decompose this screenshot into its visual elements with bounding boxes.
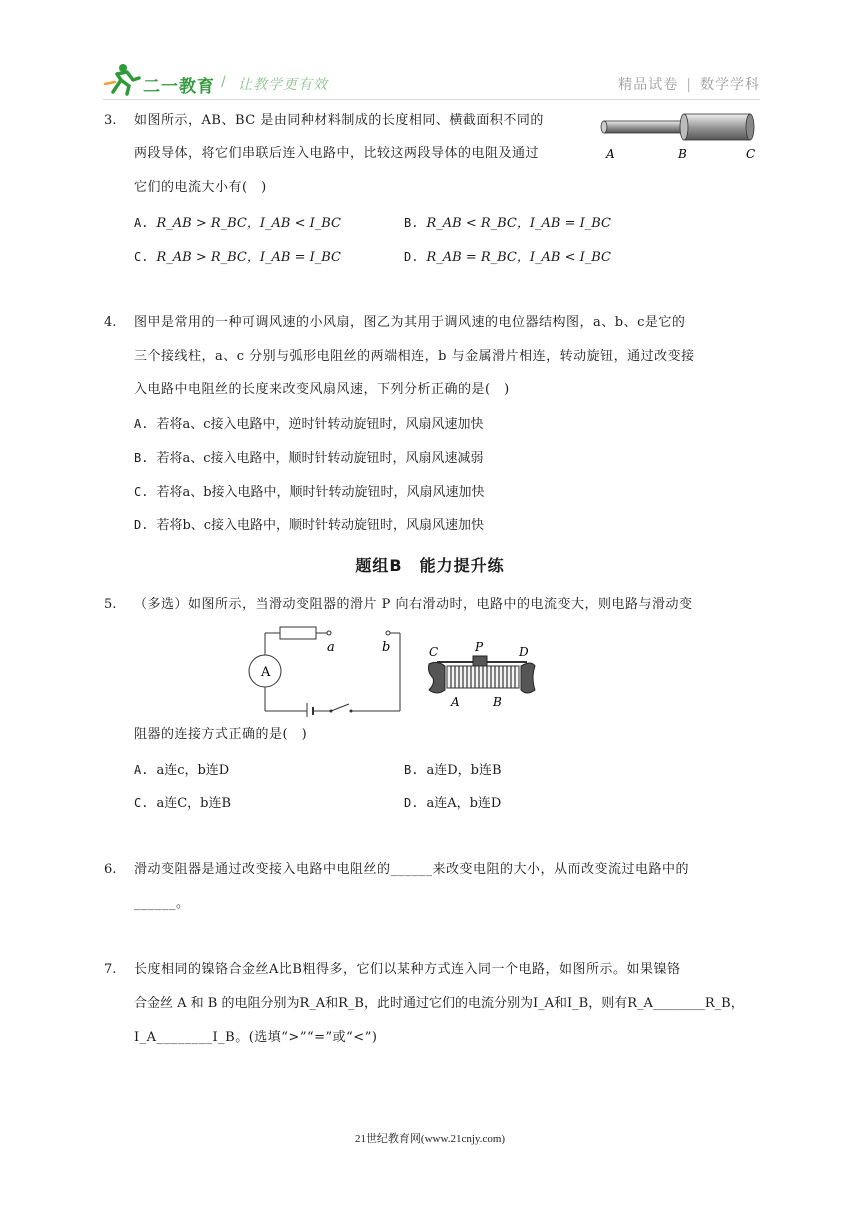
option-a[interactable] bbox=[134, 215, 341, 232]
option-label: D. bbox=[404, 250, 419, 264]
option-text: a连C，b连B bbox=[156, 796, 232, 811]
option-text: R_AB = R_BC，I_AB < I_BC bbox=[426, 250, 611, 265]
runner-logo-icon bbox=[103, 62, 143, 96]
question-text-line: 它们的电流大小有( ) bbox=[134, 180, 267, 195]
option-c[interactable] bbox=[134, 249, 341, 266]
question-text-line: 入电路中电阻丝的长度来改变风扇风速，下列分析正确的是( ) bbox=[134, 382, 510, 397]
question-text-line: 长度相同的镍铬合金丝A比B粗得多，它们以某种方式连入同一个电路，如图所示。如果镍铬 bbox=[134, 962, 681, 977]
option-text: R_AB > R_BC，I_AB < I_BC bbox=[156, 216, 341, 231]
rheostat-label-p: P bbox=[475, 640, 484, 654]
option-label: A. bbox=[134, 417, 149, 431]
option-text: 若将a、c接入电路中，顺时针转动旋钮时，风扇风速减弱 bbox=[156, 451, 484, 466]
option-text: R_AB < R_BC，I_AB = I_BC bbox=[426, 216, 611, 231]
page-header bbox=[103, 62, 760, 102]
option-text: a连A，b连D bbox=[426, 796, 502, 811]
question-text-line: ______。 bbox=[134, 896, 190, 911]
slogan: 让教学更有效 bbox=[238, 77, 328, 93]
question-number: 3. bbox=[104, 113, 117, 128]
question-text-line: 如图所示，AB、BC 是由同种材料制成的长度相同、横截面积不同的 bbox=[134, 113, 544, 128]
question-number: 7. bbox=[104, 962, 117, 977]
question-number: 4. bbox=[104, 315, 117, 330]
option-b[interactable] bbox=[404, 215, 611, 232]
terminal-b-label: b bbox=[382, 640, 391, 655]
tag-separator: | bbox=[686, 77, 692, 93]
option-c[interactable] bbox=[134, 795, 231, 812]
option-text: R_AB > R_BC，I_AB = I_BC bbox=[156, 250, 341, 265]
option-label: C. bbox=[134, 250, 149, 264]
circuit-diagram bbox=[245, 625, 410, 717]
option-d[interactable] bbox=[404, 249, 611, 266]
question-number: 6. bbox=[104, 862, 117, 877]
figure-label: C bbox=[746, 147, 756, 161]
option-a[interactable] bbox=[134, 416, 484, 433]
option-text: 若将b、c接入电路中，顺时针转动旋钮时，风扇风速加快 bbox=[156, 518, 485, 533]
option-label: D. bbox=[134, 518, 149, 532]
figure-label: B bbox=[678, 147, 687, 161]
question-text-line: 滑动变阻器是通过改变接入电路中电阻丝的______来改变电阻的大小，从而改变流过电路中的 bbox=[134, 862, 690, 877]
header-divider bbox=[103, 99, 760, 100]
option-a[interactable] bbox=[134, 762, 229, 779]
option-text: a连D，b连B bbox=[426, 763, 502, 778]
option-label: D. bbox=[404, 796, 419, 810]
rheostat-label-d: D bbox=[519, 645, 529, 659]
terminal-a-label: a bbox=[327, 640, 335, 655]
page-footer: 21世纪教育网(www.21cnjy.com) bbox=[354, 1133, 506, 1145]
option-text: 若将a、b接入电路中，顺时针转动旋钮时，风扇风速加快 bbox=[156, 485, 485, 500]
question-text-line: 阻器的连接方式正确的是( ) bbox=[134, 727, 308, 742]
option-b[interactable] bbox=[134, 450, 484, 467]
question-text-line: 图甲是常用的一种可调风速的小风扇，图乙为其用于调风速的电位器结构图，a、b、c是它的 bbox=[134, 315, 686, 330]
subject-tag bbox=[618, 74, 760, 94]
option-label: B. bbox=[134, 451, 149, 465]
question-text-line: 三个接线柱，a、c 分别与弧形电阻丝的两端相连，b 与金属滑片相连，转动旋钮，通过改变接 bbox=[134, 349, 695, 364]
option-b[interactable] bbox=[404, 762, 502, 779]
option-label: A. bbox=[134, 216, 149, 230]
option-text: 若将a、c接入电路中，逆时针转动旋钮时，风扇风速加快 bbox=[156, 417, 484, 432]
section-title: 题组B 能力提升练 bbox=[355, 556, 505, 575]
rheostat-label-c: C bbox=[429, 645, 439, 659]
option-label: B. bbox=[404, 216, 419, 230]
option-d[interactable] bbox=[134, 517, 484, 534]
question-text-line: 合金丝 A 和 B 的电阻分别为R_A和R_B，此时通过它们的电流分别为I_A和I_B，则有R_A________R_B， bbox=[134, 996, 744, 1011]
header-slash: / bbox=[221, 74, 226, 90]
option-label: C. bbox=[134, 485, 149, 499]
ammeter-label: A bbox=[261, 665, 271, 680]
figure-label: A bbox=[606, 147, 615, 161]
brand-name: 二一教育 bbox=[143, 77, 215, 97]
question-number: 5. bbox=[104, 597, 117, 612]
rheostat-figure bbox=[423, 638, 538, 712]
rheostat-label-a: A bbox=[451, 695, 460, 709]
option-label: B. bbox=[404, 763, 419, 777]
conductor-figure bbox=[598, 108, 760, 164]
option-label: C. bbox=[134, 796, 149, 810]
tag-left: 精品试卷 bbox=[618, 77, 679, 93]
rheostat-label-b: B bbox=[493, 695, 502, 709]
option-label: A. bbox=[134, 763, 149, 777]
question-text-line: （多选）如图所示，当滑动变阻器的滑片 P 向右滑动时，电路中的电流变大，则电路与滑动变 bbox=[134, 597, 693, 612]
question-text-line: 两段导体，将它们串联后连入电路中，比较这两段导体的电阻及通过 bbox=[134, 146, 540, 161]
question-text-line: I_A________I_B。(选填“>”“=”或“<”) bbox=[134, 1030, 378, 1045]
option-text: a连c，b连D bbox=[156, 763, 230, 778]
tag-right: 数学学科 bbox=[700, 77, 760, 93]
option-c[interactable] bbox=[134, 484, 485, 501]
option-d[interactable] bbox=[404, 795, 501, 812]
